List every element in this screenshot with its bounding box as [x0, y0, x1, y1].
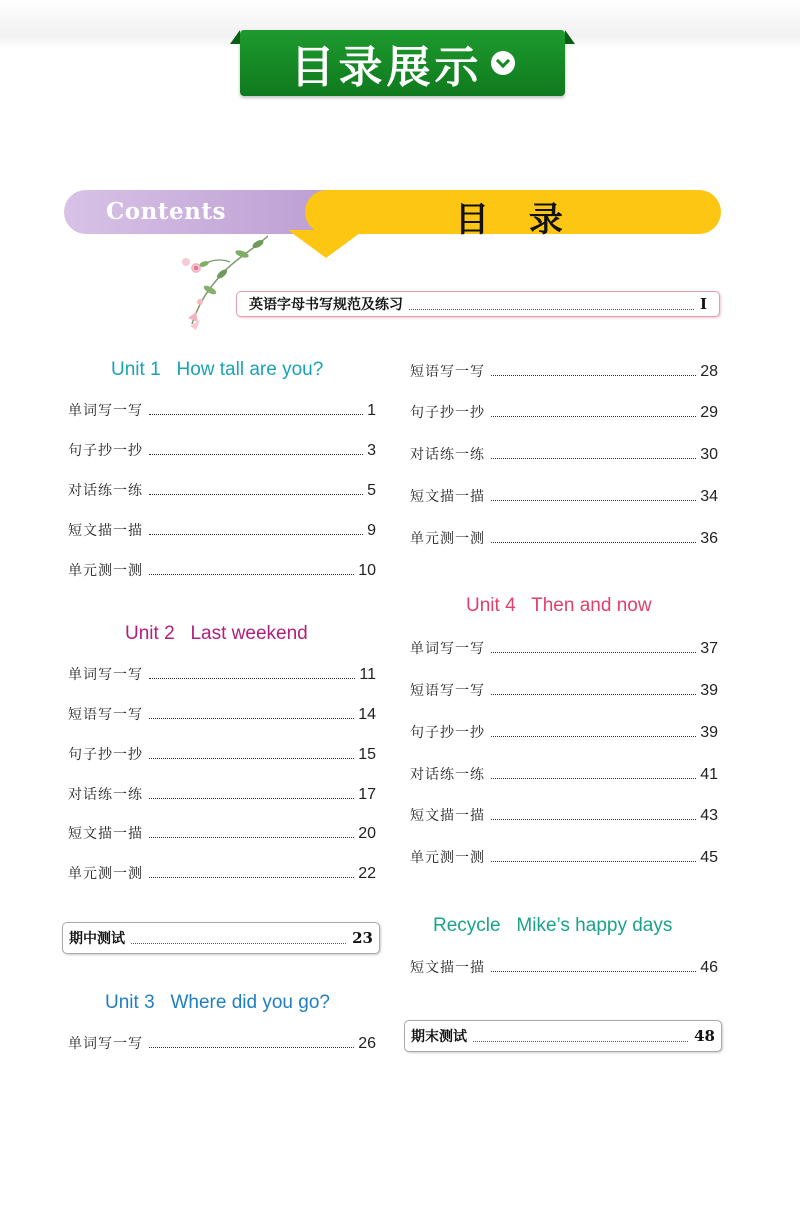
toc-line[interactable]: 单词写一写 26	[68, 1035, 376, 1052]
toc-line[interactable]: 单元测一测 22	[68, 865, 376, 882]
unit-2-title: Unit 2 Last weekend	[125, 623, 308, 644]
toc-line[interactable]: 短文描一描 46	[410, 959, 718, 976]
toc-line[interactable]: 短文描一描 43	[410, 807, 718, 824]
chevron-down-icon	[491, 51, 515, 75]
toc-line[interactable]: 短语写一写 39	[410, 682, 718, 699]
banner-title: 目录展示	[290, 42, 483, 93]
toc-line[interactable]: 短文描一描 34	[410, 488, 718, 505]
recycle-title: Recycle Mike’s happy days	[433, 915, 673, 936]
intro-label: 英语字母书写规范及练习	[249, 297, 403, 313]
toc-line[interactable]: 短语写一写 28	[410, 363, 718, 380]
unit-3-title: Unit 3 Where did you go?	[105, 992, 330, 1013]
toc-line[interactable]: 对话练一练 41	[410, 766, 718, 783]
toc-line[interactable]: 对话练一练 5	[68, 482, 376, 499]
intro-entry[interactable]	[236, 291, 720, 317]
toc-line[interactable]: 单词写一写 37	[410, 640, 718, 657]
toc-line[interactable]: 短文描一描 20	[68, 825, 376, 842]
toc-line[interactable]: 单词写一写 11	[68, 666, 376, 683]
contents-heading-en: Contents	[106, 198, 226, 225]
flower-illustration	[160, 232, 280, 332]
arrow-down-icon	[288, 230, 364, 258]
final-label: 期末测试	[411, 1029, 467, 1045]
intro-page: I	[699, 295, 707, 313]
dot-leader	[131, 943, 346, 944]
toc-line[interactable]: 单元测一测 36	[410, 530, 718, 547]
unit-4-title: Unit 4 Then and now	[466, 595, 652, 616]
toc-line[interactable]: 句子抄一抄 3	[68, 442, 376, 459]
toc-line[interactable]: 单词写一写 1	[68, 402, 376, 419]
contents-heading-cn: 目 录	[455, 200, 577, 240]
toc-line[interactable]: 单元测一测 45	[410, 849, 718, 866]
toc-line[interactable]: 句子抄一抄 39	[410, 724, 718, 741]
toc-line[interactable]: 短文描一描 9	[68, 522, 376, 539]
section-banner	[240, 30, 565, 96]
toc-line[interactable]: 句子抄一抄 15	[68, 746, 376, 763]
toc-line[interactable]: 单元测一测 10	[68, 562, 376, 579]
midterm-entry[interactable]	[62, 922, 380, 954]
midterm-label: 期中测试	[69, 931, 125, 947]
toc-line[interactable]: 对话练一练 17	[68, 786, 376, 803]
toc-line[interactable]: 句子抄一抄 29	[410, 404, 718, 421]
toc-line[interactable]: 短语写一写 14	[68, 706, 376, 723]
toc-line[interactable]: 对话练一练 30	[410, 446, 718, 463]
final-page: 48	[694, 1027, 715, 1045]
dot-leader	[473, 1041, 688, 1042]
unit-1-title: Unit 1 How tall are you?	[111, 359, 324, 380]
dot-leader	[409, 309, 694, 310]
midterm-page: 23	[352, 929, 373, 947]
final-entry[interactable]	[404, 1020, 722, 1052]
